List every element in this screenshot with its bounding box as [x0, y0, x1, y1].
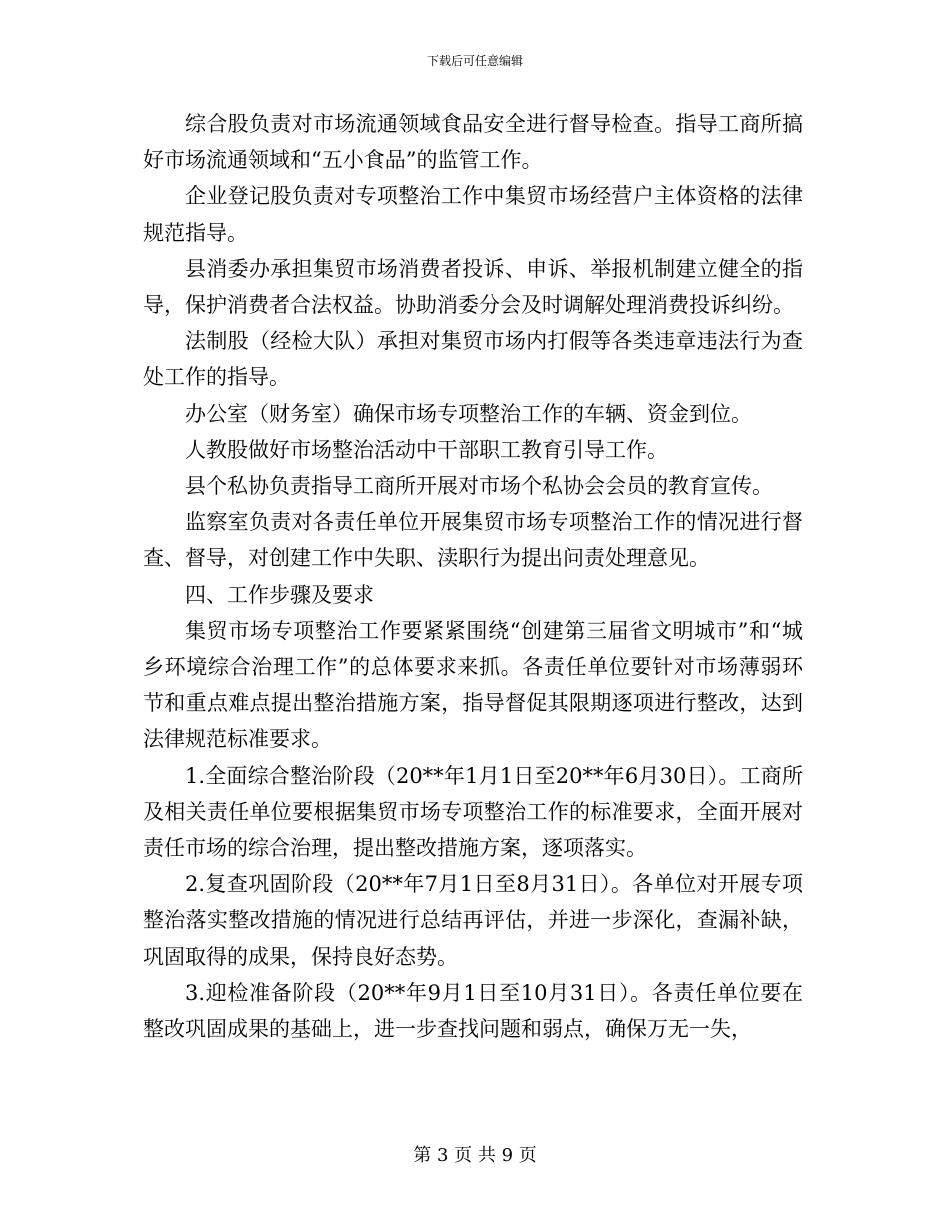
page-footer [0, 1144, 950, 1168]
section-heading: 四、工作步骤及要求 [185, 582, 374, 607]
paragraph: 办公室（财务室）确保市场专项整治工作的车辆、资金到位。 [185, 401, 752, 426]
paragraph: 企业登记股负责对专项整治工作中集贸市场经营户主体资格的法律规范指导。 [143, 184, 803, 245]
paragraph: 集贸市场专项整治工作要紧紧围绕“创建第三届省文明城市”和“城乡环境综合治理工作”的总体要求来抓。各责任单位要针对市场薄弱环节和重点难点提出整治措施方案，指导督促其限期逐项进行整改，达到法律规范标准要求。 [143, 618, 803, 752]
document-body [143, 106, 803, 1047]
paragraph: 县个私协负责指导工商所开展对市场个私协会会员的教育宣传。 [185, 474, 773, 499]
paragraph: 人教股做好市场整治活动中干部职工教育引导工作。 [185, 437, 668, 462]
paragraph: 2.复查巩固阶段（20**年7月1日至8月31日）。各单位对开展专项整治落实整改措施的情况进行总结再评估，并进一步深化，查漏补缺，巩固取得的成果，保持良好态势。 [143, 872, 803, 969]
paragraph: 1.全面综合整治阶段（20**年1月1日至20**年6月30日）。工商所及相关责任单位要根据集贸市场专项整治工作的标准要求，全面开展对责任市场的综合治理，提出整改措施方案，逐项落实。 [143, 763, 803, 861]
page-header [0, 53, 950, 69]
paragraph: 监察室负责对各责任单位开展集贸市场专项整治工作的情况进行督查、督导，对创建工作中失职、渎职行为提出问责处理意见。 [143, 510, 803, 571]
header-note: 下载后可任意编辑 [426, 54, 523, 68]
page-number: 第 3 页 共 9 页 [413, 1145, 537, 1166]
paragraph: 法制股（经检大队）承担对集贸市场内打假等各类违章违法行为查处工作的指导。 [143, 329, 803, 390]
paragraph: 县消委办承担集贸市场消费者投诉、申诉、举报机制建立健全的指导，保护消费者合法权益。协助消委分会及时调解处理消费投诉纠纷。 [143, 256, 803, 318]
paragraph: 综合股负责对市场流通领域食品安全进行督导检查。指导工商所搞好市场流通领域和“五小食品”的监管工作。 [143, 112, 803, 173]
paragraph: 3.迎检准备阶段（20**年9月1日至10月31日）。各责任单位要在整改巩固成果的基础上，进一步查找问题和弱点，确保万无一失， [143, 980, 803, 1042]
